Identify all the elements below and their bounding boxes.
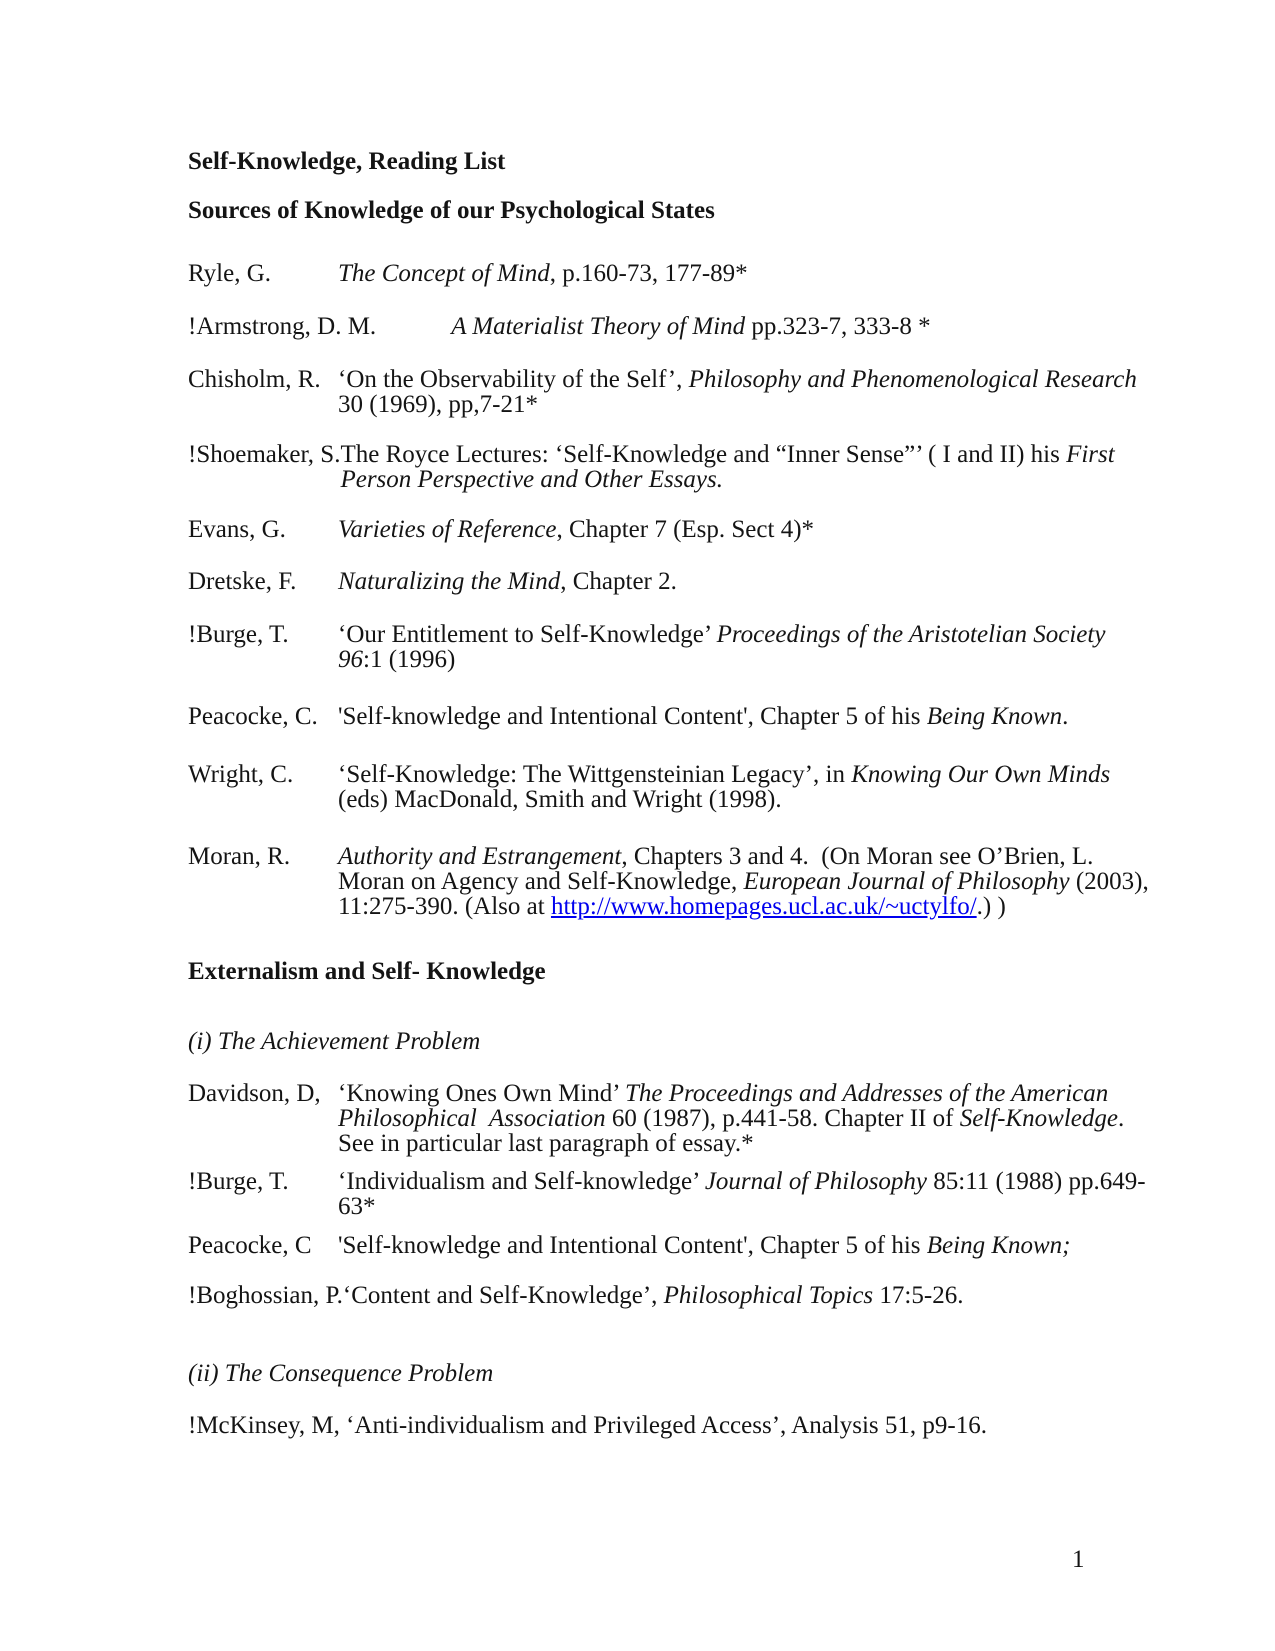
text-segment: , p.160-73, 177-89*	[549, 260, 748, 287]
text-segment: The Proceedings and Addresses of the American	[625, 1080, 1109, 1107]
text-segment: .	[1118, 1105, 1125, 1132]
text-segment: Person Perspective and Other Essays.	[340, 466, 724, 493]
entry-content	[343, 1283, 1155, 1308]
paragraph	[188, 1413, 1128, 1438]
entry-author: Dretske, F.	[188, 568, 297, 595]
text-segment: The Royce Lectures: ‘Self-Knowledge and “Inner Sense”’ ( I and II) his	[340, 441, 1067, 468]
entry-author: !Shoemaker, S.	[188, 441, 341, 468]
reading-list-entry	[188, 517, 1128, 542]
entry-author: !Boghossian, P.	[188, 1282, 343, 1309]
text-segment: Moran on Agency and Self-Knowledge,	[338, 868, 744, 895]
text-segment: European Journal of Philosophy	[743, 868, 1070, 895]
text-segment: ‘On the Observability of the Self’,	[338, 366, 689, 393]
text-segment: (2003),	[1069, 868, 1149, 895]
reading-list-entry	[188, 622, 1128, 672]
entry-content	[338, 1169, 1150, 1219]
entry-author: !Armstrong, D. M.	[188, 313, 377, 340]
text-segment: Varieties of Reference	[338, 516, 557, 543]
text-segment: , Chapter 7 (Esp. Sect 4)*	[556, 516, 815, 543]
entry-author: !Burge, T.	[188, 1168, 289, 1195]
text-segment: (eds) MacDonald, Smith and Wright (1998).	[338, 786, 782, 813]
text-segment: Self-Knowledge	[959, 1105, 1118, 1132]
entry-author: Wright, C.	[188, 761, 294, 788]
text-segment: Naturalizing the Mind	[338, 568, 561, 595]
text-segment: 11:275-390. (Also at	[338, 893, 551, 920]
text-segment: Philosophy and Phenomenological Research	[688, 366, 1137, 393]
text-segment: 'Self-knowledge and Intentional Content', Chapter 5 of his	[338, 1232, 927, 1259]
entry-content	[338, 517, 1150, 542]
entry-content	[338, 622, 1150, 672]
reading-list-entry	[188, 1168, 1146, 1220]
text-segment: 63*	[338, 1193, 376, 1220]
text-segment: .) )	[976, 893, 1006, 920]
text-segment: Philosophical Association	[338, 1105, 606, 1132]
text-segment: :1 (1996)	[363, 646, 456, 673]
reading-list-entry	[188, 762, 1128, 812]
text-segment: First	[1066, 441, 1115, 468]
text-segment: .	[1062, 703, 1069, 730]
entry-content	[338, 1081, 1150, 1156]
entry-author: Ryle, G.	[188, 260, 272, 287]
text-segment: Being Known;	[926, 1232, 1071, 1259]
entry-content	[338, 569, 1150, 594]
page-number: 1	[1072, 1546, 1085, 1573]
reading-list-entry	[188, 366, 1137, 418]
text-segment: 17:5-26.	[873, 1282, 964, 1309]
section-heading: Externalism and Self- Knowledge	[188, 958, 546, 985]
text-segment: 60 (1987), p.441-58. Chapter II of	[605, 1105, 960, 1132]
reading-list-entry	[188, 569, 1128, 594]
text-segment: Knowing Our Own Minds	[851, 761, 1111, 788]
text-segment: ‘Knowing Ones Own Mind’	[338, 1080, 626, 1107]
reading-list-entry	[188, 1081, 1128, 1156]
entry-author: Peacocke, C	[188, 1232, 312, 1259]
entry-author: Evans, G.	[188, 516, 286, 543]
reading-list-entry	[188, 442, 1128, 492]
subsection-heading: (i) The Achievement Problem	[188, 1028, 481, 1055]
entry-content	[376, 314, 1188, 339]
text-segment: 85:11 (1988) pp.649-	[927, 1168, 1146, 1195]
text-segment: Philosophical Topics	[663, 1282, 874, 1309]
entry-author: Davidson, D,	[188, 1080, 321, 1107]
document-body	[188, 148, 1149, 1439]
reading-list-entry	[188, 704, 1128, 729]
section-heading: Sources of Knowledge of our Psychological States	[188, 197, 715, 224]
text-segment: 'Self-knowledge and Intentional Content', Chapter 5 of his	[338, 703, 927, 730]
reading-list-entry	[188, 261, 1128, 286]
entry-author: Peacocke, C.	[188, 703, 318, 730]
text-segment: Authority and Estrangement	[338, 843, 622, 870]
paragraph-content	[188, 1412, 987, 1439]
text-segment: pp.323-7, 333-8 *	[745, 313, 931, 340]
hyperlink[interactable]: http://www.homepages.ucl.ac.uk/~uctylfo/	[550, 893, 977, 920]
entry-content	[338, 1233, 1150, 1258]
text-segment: 96	[338, 646, 363, 673]
text-segment: A Materialist Theory of Mind	[451, 313, 746, 340]
text-segment: Proceedings of the Aristotelian Society	[716, 621, 1106, 648]
text-segment: See in particular last paragraph of essay.*	[338, 1130, 754, 1157]
text-segment: , Chapters 3 and 4. (On Moran see O’Brien, L.	[621, 843, 1094, 870]
document-title: Self-Knowledge, Reading List	[188, 148, 506, 175]
text-segment: Being Known	[926, 703, 1063, 730]
text-segment: ‘Self-Knowledge: The Wittgensteinian Legacy’, in	[338, 761, 852, 788]
text-segment: !McKinsey, M, ‘Anti-individualism and Privileged Access’, Analysis 51, p9-16.	[188, 1412, 987, 1439]
reading-list-entry	[188, 843, 1149, 920]
text-segment: , Chapter 2.	[560, 568, 677, 595]
entry-content	[338, 367, 1150, 417]
subsection-heading: (ii) The Consequence Problem	[188, 1360, 494, 1387]
entry-content	[338, 844, 1150, 919]
entry-content	[338, 261, 1150, 286]
reading-list-entry	[188, 1233, 1128, 1258]
entry-author: !Burge, T.	[188, 621, 289, 648]
entry-content	[340, 442, 1152, 492]
entry-author: Moran, R.	[188, 843, 291, 870]
entry-content	[338, 704, 1150, 729]
entry-author: Chisholm, R.	[188, 366, 321, 393]
text-segment: Journal of Philosophy	[704, 1168, 928, 1195]
text-segment: ‘Our Entitlement to Self-Knowledge’	[338, 621, 717, 648]
text-segment: 30 (1969), pp,7-21*	[338, 391, 538, 418]
text-segment: ‘Content and Self-Knowledge’,	[342, 1282, 664, 1309]
text-segment: ‘Individualism and Self-knowledge’	[338, 1168, 705, 1195]
text-segment: The Concept of Mind	[338, 260, 550, 287]
reading-list-entry	[188, 314, 1128, 339]
reading-list-entry	[188, 1283, 1128, 1308]
entry-content	[338, 762, 1150, 812]
